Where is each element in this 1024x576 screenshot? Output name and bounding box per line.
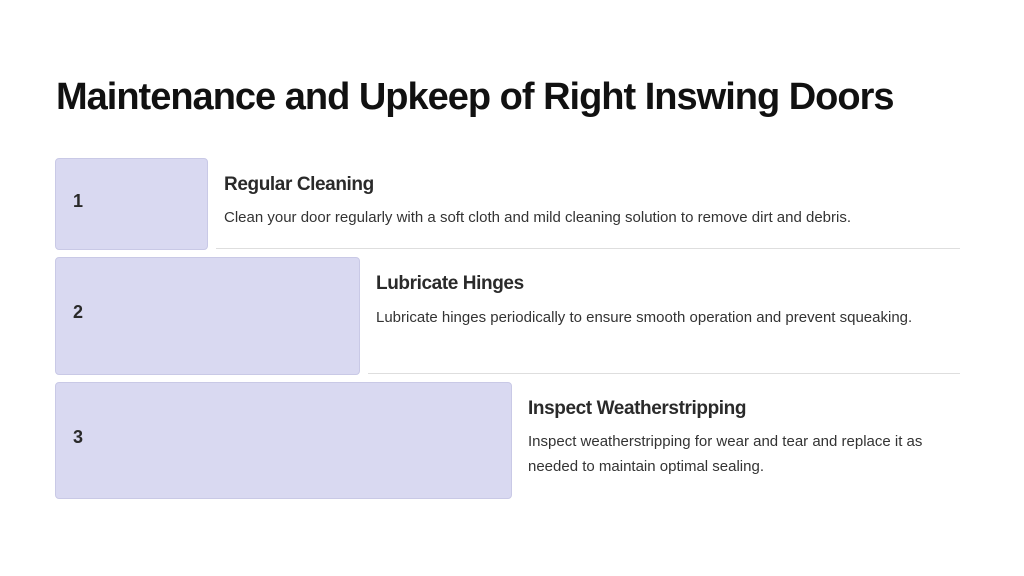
step-number-3: 3 <box>73 427 84 447</box>
step-number-2: 2 <box>73 302 84 322</box>
step-number-box-2 <box>55 257 360 375</box>
step-number-1: 1 <box>73 191 84 211</box>
step-divider-2 <box>368 373 960 374</box>
step-description-1: Clean your door regularly with a soft cloth and mild cleaning solution to remove dirt and debris. <box>224 209 851 226</box>
step-number-box-1 <box>55 158 208 250</box>
step-title-1: Regular Cleaning <box>224 174 374 195</box>
step-divider-1 <box>216 248 960 249</box>
step-number-box-3 <box>55 382 512 499</box>
page-title: Maintenance and Upkeep of Right Inswing Doors <box>56 76 894 118</box>
step-description-2: Lubricate hinges periodically to ensure smooth operation and prevent squeaking. <box>376 309 913 326</box>
step-title-2: Lubricate Hinges <box>376 273 524 294</box>
step-description-3: Inspect weatherstripping for wear and tear and replace it as needed to maintain optimal sealing. <box>528 433 923 475</box>
step-title-3: Inspect Weatherstripping <box>528 398 747 419</box>
